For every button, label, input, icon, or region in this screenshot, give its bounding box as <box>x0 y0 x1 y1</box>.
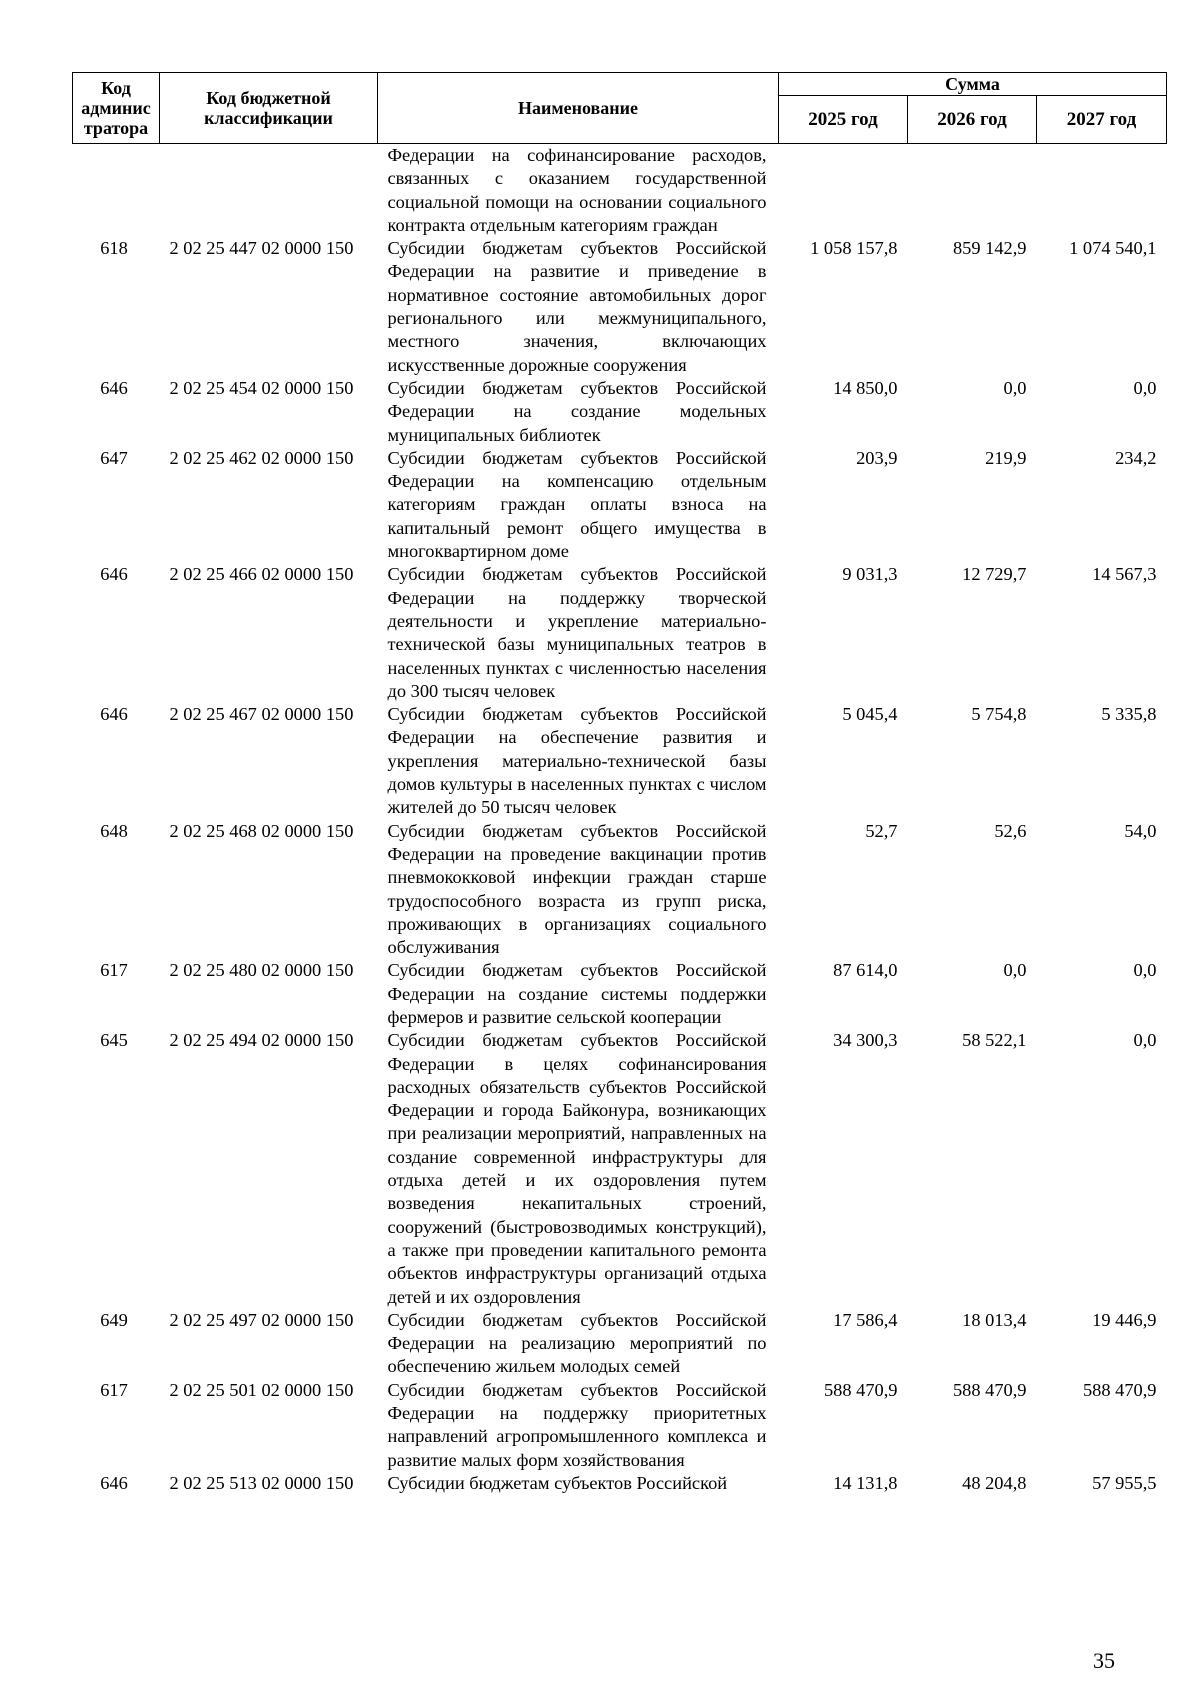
table-row <box>73 377 1167 447</box>
table-row <box>73 563 1167 703</box>
table-row <box>73 1029 1167 1309</box>
sum-2027-cell: 588 470,9 <box>1082 1379 1157 1400</box>
name-cell: Субсидии бюджетам субъектов Российской Федерации на компенсацию отдельным категориям граждан оплаты взноса на капитальный ремонт общего имущества в многоквартирном доме <box>387 447 767 562</box>
sum-2026-cell: 219,9 <box>985 447 1027 468</box>
header-year-2025: 2025 год <box>779 96 908 144</box>
header-budget-code: Код бюджетной классификации <box>160 73 378 144</box>
sum-2027-cell: 5 335,8 <box>1101 704 1157 725</box>
admin-code-cell: 646 <box>100 1472 128 1493</box>
header-admin-code: Код админис тратора <box>73 73 160 144</box>
header-name: Наименование <box>378 73 779 144</box>
table-row <box>73 820 1167 960</box>
table-row <box>73 703 1167 819</box>
sum-2025-cell: 34 300,3 <box>833 1030 898 1051</box>
header-year-2026: 2026 год <box>908 96 1037 144</box>
sum-2026-cell: 52,6 <box>994 820 1027 841</box>
sum-2027-cell: 19 446,9 <box>1092 1309 1157 1330</box>
page-number: 35 <box>1093 1648 1115 1673</box>
sum-2025-cell: 87 614,0 <box>833 960 898 981</box>
admin-code-cell: 617 <box>100 960 128 981</box>
name-cell: Субсидии бюджетам субъектов Российской Федерации на проведение вакцинации против пневмококковой инфекции граждан старше трудоспособного возраста из групп риска, проживающих в организациях социального обслуживания <box>387 820 767 958</box>
sum-2025-cell: 17 586,4 <box>833 1309 898 1330</box>
sum-2027-cell: 0,0 <box>1133 1030 1157 1051</box>
admin-code-cell: 648 <box>100 820 128 841</box>
name-cell: Субсидии бюджетам субъектов Российской Федерации на поддержку творческой деятельности и укрепление материально-технической базы муниципальных театров в населенных пунктах с численностью населения до 300 тысяч человек <box>387 564 767 701</box>
admin-code-cell: 649 <box>100 1309 128 1330</box>
table-row <box>73 959 1167 1029</box>
budget-code-cell: 2 02 25 467 02 0000 150 <box>169 704 354 725</box>
budget-code-cell: 2 02 25 468 02 0000 150 <box>169 820 354 841</box>
admin-code-cell: 646 <box>100 704 128 725</box>
sum-2027-cell: 1 074 540,1 <box>1069 238 1157 259</box>
table-row <box>73 1379 1167 1472</box>
sum-2026-cell: 859 142,9 <box>952 238 1027 259</box>
continuation-row <box>73 144 1167 238</box>
admin-code-cell: 617 <box>100 1379 128 1400</box>
admin-code-cell: 646 <box>100 564 128 585</box>
table-row <box>73 1309 1167 1379</box>
budget-code-cell: 2 02 25 466 02 0000 150 <box>169 564 354 585</box>
sum-2025-cell: 5 045,4 <box>842 704 898 725</box>
header-sum: Сумма <box>779 73 1167 96</box>
sum-2025-cell: 9 031,3 <box>842 564 898 585</box>
sum-2025-cell: 203,9 <box>856 447 898 468</box>
sum-2025-cell: 14 850,0 <box>833 377 898 398</box>
name-cell: Субсидии бюджетам субъектов Российской Федерации на создание модельных муниципальных библиотек <box>387 377 767 445</box>
budget-code-cell: 2 02 25 462 02 0000 150 <box>169 447 354 468</box>
sum-2027-cell: 54,0 <box>1124 820 1157 841</box>
sum-2027-cell: 57 955,5 <box>1092 1472 1157 1493</box>
table-body <box>73 144 1167 1496</box>
budget-code-cell: 2 02 25 447 02 0000 150 <box>169 238 354 259</box>
sum-2027-cell: 234,2 <box>1115 447 1157 468</box>
sum-2025-cell: 588 470,9 <box>823 1379 898 1400</box>
sum-2026-cell: 12 729,7 <box>962 564 1027 585</box>
budget-code-cell: 2 02 25 480 02 0000 150 <box>169 960 354 981</box>
budget-code-cell: 2 02 25 454 02 0000 150 <box>169 377 354 398</box>
budget-code-cell: 2 02 25 494 02 0000 150 <box>169 1030 354 1051</box>
budget-code-cell: 2 02 25 513 02 0000 150 <box>169 1472 354 1493</box>
sum-2026-cell: 58 522,1 <box>962 1030 1027 1051</box>
budget-code-cell: 2 02 25 501 02 0000 150 <box>169 1379 354 1400</box>
name-cell: Субсидии бюджетам субъектов Российской <box>387 1472 728 1493</box>
budget-code-cell: 2 02 25 497 02 0000 150 <box>169 1309 354 1330</box>
table-row <box>73 1472 1167 1495</box>
sum-2026-cell: 0,0 <box>1003 377 1027 398</box>
table-row <box>73 447 1167 563</box>
table-row <box>73 237 1167 377</box>
sum-2027-cell: 0,0 <box>1133 377 1157 398</box>
name-cell: Субсидии бюджетам субъектов Российской Федерации на реализацию мероприятий по обеспечению жильем молодых семей <box>387 1309 767 1377</box>
admin-code-cell: 618 <box>100 238 128 259</box>
sum-2026-cell: 48 204,8 <box>962 1472 1027 1493</box>
sum-2026-cell: 5 754,8 <box>971 704 1027 725</box>
admin-code-cell: 646 <box>100 377 128 398</box>
name-cell: Субсидии бюджетам субъектов Российской Федерации на обеспечение развития и укрепления материально-технической базы домов культуры в населенных пунктах с числом жителей до 50 тысяч человек <box>387 704 767 818</box>
sum-2026-cell: 18 013,4 <box>962 1309 1027 1330</box>
sum-2025-cell: 52,7 <box>865 820 898 841</box>
admin-code-cell: 645 <box>100 1030 128 1051</box>
sum-2027-cell: 0,0 <box>1133 960 1157 981</box>
sum-2025-cell: 1 058 157,8 <box>810 238 898 259</box>
sum-2026-cell: 588 470,9 <box>952 1379 1027 1400</box>
budget-page <box>72 72 1166 1495</box>
sum-2026-cell: 0,0 <box>1003 960 1027 981</box>
admin-code-cell: 647 <box>100 447 128 468</box>
name-cell: Субсидии бюджетам субъектов Российской Федерации на поддержку приоритетных направлений агропромышленного комплекса и развитие малых форм хозяйствования <box>387 1379 767 1470</box>
name-cell: Субсидии бюджетам субъектов Российской Федерации на развитие и приведение в нормативное состояние автомобильных дорог регионального или межмуниципального, местного значения, включающих искусственные дорожные сооружения <box>387 238 767 375</box>
continuation-text: Федерации на софинансирование расходов, связанных с оказанием государственной социальной помощи на основании социального контракта отдельным категориям граждан <box>387 145 767 235</box>
name-cell: Субсидии бюджетам субъектов Российской Федерации в целях софинансирования расходных обязательств субъектов Российской Федерации и города Байконура, возникающих при реализации мероприятий, направленных на создание современной инфраструктуры для отдыха детей и их оздоровления путем возведения некапитальных строений, сооружений (быстровозводимых конструкций), а также при проведении капитального ремонта объектов инфраструктуры организаций отдыха детей и их оздоровления <box>387 1030 767 1307</box>
budget-table <box>72 72 1167 1495</box>
sum-2025-cell: 14 131,8 <box>833 1472 898 1493</box>
table-header <box>73 73 1167 144</box>
header-year-2027: 2027 год <box>1037 96 1167 144</box>
sum-2027-cell: 14 567,3 <box>1092 564 1157 585</box>
name-cell: Субсидии бюджетам субъектов Российской Федерации на создание системы поддержки фермеров и развитие сельской кооперации <box>387 960 767 1027</box>
